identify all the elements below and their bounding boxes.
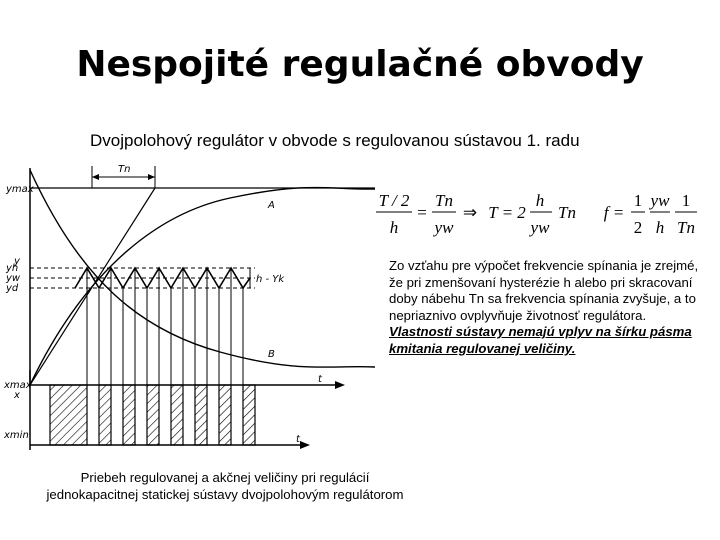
formula-1-den-right: yw: [434, 218, 454, 237]
hysteresis-label: h - Yk: [256, 274, 285, 285]
slide-subtitle: Dvojpolohový regulátor v obvode s regulovanou sústavou 1. radu: [90, 131, 580, 150]
curve-a-label: A: [268, 200, 275, 211]
formula-3-lhs: f =: [603, 203, 625, 222]
curve-b-label: B: [268, 349, 275, 360]
ymax-label: ymax: [6, 184, 34, 195]
formula-2-den: yw: [530, 218, 550, 237]
x-label: x: [14, 390, 20, 401]
implies-symbol: ⇒: [462, 203, 478, 222]
yw-label: yw: [6, 273, 21, 284]
formula-2-tail: Tn: [558, 203, 576, 222]
t-upper-label: t: [318, 374, 322, 385]
svg-text:=: =: [417, 203, 427, 222]
description-text: Zo vzťahu pre výpočet frekvencie spínania je zrejmé, že pri zmenšovaní hysterézie h alebo pri skracovaní doby nábehu Tn sa frekvencia spínania zvyšuje, a to nepriaznivo ovplyvňuje životnosť regulátora.: [389, 258, 699, 323]
formula-1-num-right: Tn: [435, 191, 453, 210]
xmin-label: xmin: [4, 430, 29, 441]
formula-3-a-num: 1: [633, 191, 643, 210]
description-block: [389, 258, 714, 358]
caption-line-1: Priebeh regulovanej a akčnej veličiny pri regulácií: [80, 470, 370, 485]
formula-1-num-left: T / 2: [378, 191, 410, 210]
formula-2-num: h: [535, 191, 545, 210]
formula-3-b-num: yw: [650, 191, 670, 210]
caption-line-2: jednokapacitnej statickej sústavy dvojpolohovým regulátorom: [46, 487, 404, 502]
formula-3-c-den: Tn: [677, 218, 695, 237]
formula-3-a-den: 2: [633, 218, 643, 237]
formula-2-lhs: T = 2: [488, 203, 526, 222]
description-note: Vlastnosti sústavy nemajú vplyv na šírku pásma kmitania regulovanej veličiny.: [389, 324, 692, 356]
slide-title: Nespojité regulačné obvody: [76, 44, 644, 85]
control-diagram: [0, 160, 380, 460]
yd-label: yd: [6, 283, 19, 294]
yh-label: yh: [6, 263, 19, 274]
xmax-label: xmax: [4, 380, 32, 391]
formula-3-b-den: h: [655, 218, 665, 237]
tn-label: Tn: [118, 164, 131, 175]
y-label: y: [14, 256, 20, 267]
formula-block: [370, 178, 720, 258]
formula-3-c-num: 1: [681, 191, 691, 210]
control-pulses: [50, 385, 255, 445]
figure-caption: [0, 469, 450, 503]
formula-1-den-left: h: [389, 218, 399, 237]
t-lower-label: t: [296, 434, 300, 445]
